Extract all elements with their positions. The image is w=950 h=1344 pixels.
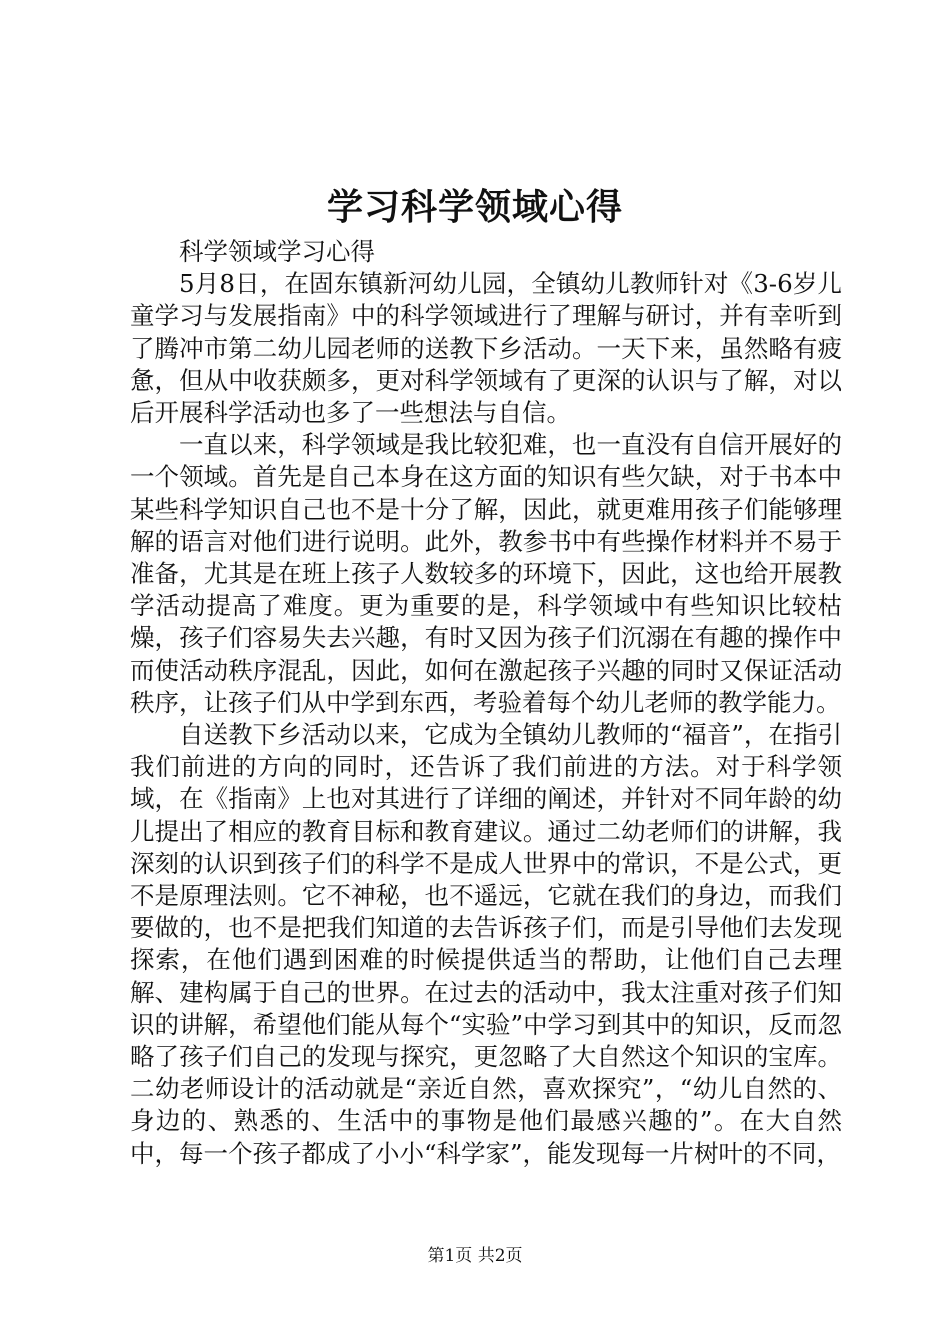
paragraph-3: 自送教下乡活动以来，它成为全镇幼儿教师的“福音”，在指引我们前进的方向的同时，还告诉了我们前进的方法。对于科学领域，在《指南》上也对其进行了详细的阐述，并针对不同年龄的幼儿提出了相应的教育目标和教育建议。通过二幼老师们的讲解，我深刻的认识到孩子们的科学不是成人世界中的常识，不是公式，更不是原理法则。它不神秘，也不遥远，它就在我们的身边，而我们要做的，也不是把我们知道的去告诉孩子们，而是引导他们去发现探索，在他们遇到困难的时候提供适当的帮助，让他们自己去理解、建构属于自己的世界。在过去的活动中，我太注重对孩子们知识的讲解，希望他们能从每个“实验”中学习到其中的知识，反而忽略了孩子们自己的发现与探究，更忽略了大自然这个知识的宝库。二幼老师设计的活动就是“亲近自然，喜欢探究”，“幼儿自然的、身边的、熟悉的、生活中的事物是他们最感兴趣的”。在大自然中，每一个孩子都成了小小“科学家”，能发现每一片树叶的不同， (130, 720, 842, 1168)
document-title: 学习科学领域心得 (326, 186, 623, 228)
paragraph-2: 一直以来，科学领域是我比较犯难，也一直没有自信开展好的一个领域。首先是自己本身在这方面的知识有些欠缺，对于书本中某些科学知识自己也不是十分了解，因此，就更难用孩子们能够理解的语言对他们进行说明。此外，教参书中有些操作材料并不易于准备，尤其是在班上孩子人数较多的环境下，因此，这也给开展教学活动提高了难度。更为重要的是，科学领域中有些知识比较枯燥，孩子们容易失去兴趣，有时又因为孩子们沉溺在有趣的操作中而使活动秩序混乱，因此，如何在激起孩子兴趣的同时又保证活动秩序，让孩子们从中学到东西，考验着每个幼儿老师的教学能力。 (130, 430, 842, 717)
page-footer: 第1页 共2页 (427, 1246, 523, 1266)
paragraph-1: 5月8日，在固东镇新河幼儿园，全镇幼儿教师针对《3-6岁儿童学习与发展指南》中的科学领域进行了理解与研讨，并有幸听到了腾冲市第二幼儿园老师的送教下乡活动。一天下来，虽然略有疲惫，但从中收获颇多，更对科学领域有了更深的认识与了解，对以后开展科学活动也多了一些想法与自信。 (130, 269, 842, 428)
subtitle-line: 科学领域学习心得 (179, 237, 375, 266)
document-body (130, 236, 842, 1170)
